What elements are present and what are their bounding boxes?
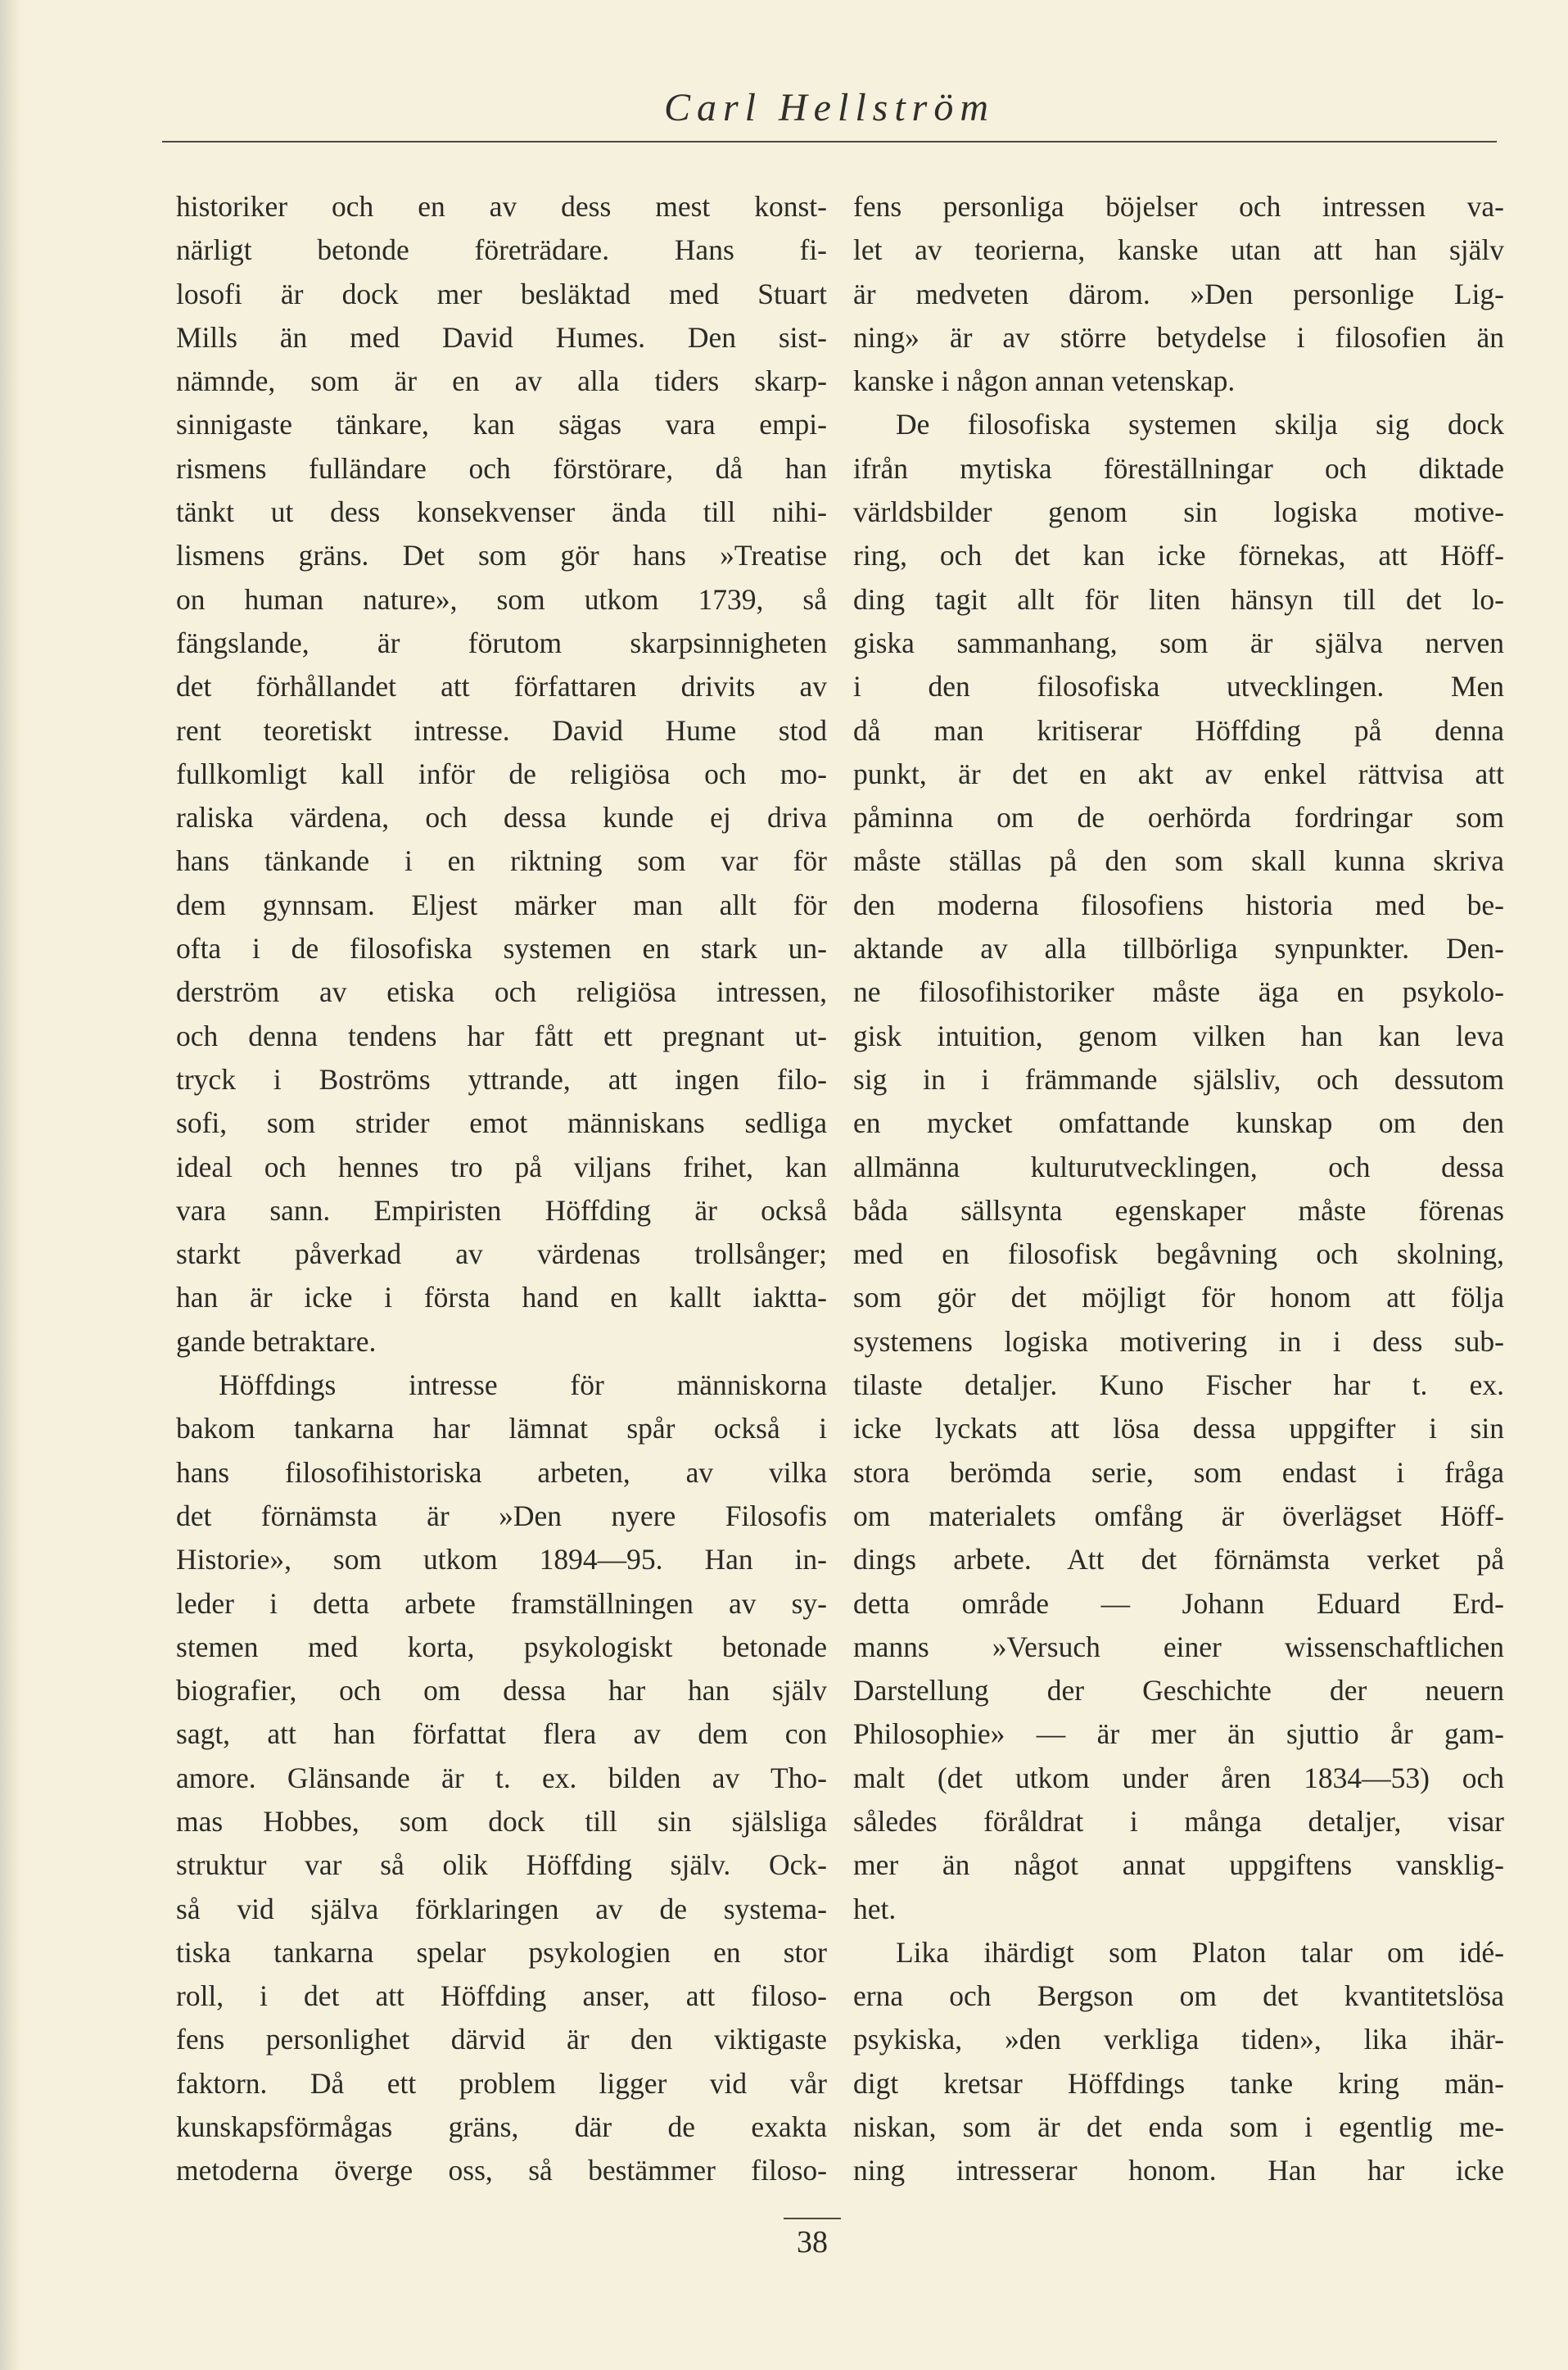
text-line: struktur var så olik Höffding själv. Ock- — [176, 1848, 827, 1882]
text-line: tryck i Boströms yttrande, att ingen filo- — [176, 1062, 827, 1096]
text-line: lismens gräns. Det som gör hans »Treatise — [176, 539, 827, 572]
text-line: tiska tankarna spelar psykologien en stor — [176, 1935, 827, 1969]
page-binding-edge — [0, 0, 21, 2370]
text-line: on human nature», som utkom 1739, så — [176, 582, 827, 616]
text-line: roll, i det att Höffding anser, att filoso- — [176, 1979, 827, 2013]
text-line: gisk intuition, genom vilken han kan leva — [853, 1019, 1504, 1052]
text-line: då man kritiserar Höffding på denna — [853, 713, 1504, 747]
text-line: och denna tendens har fått ett pregnant ut- — [176, 1019, 827, 1052]
text-line: han är icke i första hand en kallt iaktta- — [176, 1281, 827, 1314]
text-line: Höffdings intresse för människorna — [219, 1368, 827, 1402]
text-line: sofi, som strider emot människans sedliga — [176, 1106, 827, 1140]
text-line: derström av etiska och religiösa intressen, — [176, 975, 827, 1009]
text-line: ifrån mytiska föreställningar och diktade — [853, 451, 1504, 485]
text-line: kanske i någon annan vetenskap. — [853, 364, 1236, 398]
text-line: således föråldrat i många detaljer, visar — [853, 1804, 1504, 1838]
text-line: båda sällsynta egenskaper måste förenas — [853, 1193, 1504, 1227]
text-line: rent teoretiskt intresse. David Hume stod — [176, 713, 827, 747]
text-line: om materialets omfång är överlägset Höff- — [853, 1499, 1504, 1532]
text-line: Darstellung der Geschichte der neuern — [853, 1674, 1504, 1707]
text-line: påminna om de oerhörda fordringar som — [853, 801, 1504, 834]
text-line: närligt betonde företrädare. Hans fi- — [176, 233, 827, 267]
text-line: ideal och hennes tro på viljans frihet, kan — [176, 1150, 827, 1183]
text-line: Lika ihärdigt som Platon talar om idé- — [896, 1935, 1504, 1969]
text-line: ofta i de filosofiska systemen en stark un- — [176, 932, 827, 966]
text-line: tänkt ut dess konsekvenser ända till nihi- — [176, 495, 827, 529]
text-line: let av teorierna, kanske utan att han själv — [853, 233, 1504, 267]
text-line: sagt, att han författat flera av dem con — [176, 1717, 827, 1751]
text-line: en mycket omfattande kunskap om den — [853, 1106, 1504, 1140]
text-line: mas Hobbes, som dock till sin själsliga — [176, 1804, 827, 1838]
text-line: psykiska, »den verkliga tiden», lika ihär- — [853, 2023, 1504, 2056]
text-line: är medveten därom. »Den personlige Lig- — [853, 277, 1504, 310]
text-line: starkt påverkad av värdenas trollsånger; — [176, 1237, 827, 1271]
text-line: metoderna överge oss, så bestämmer filoso- — [176, 2154, 827, 2187]
text-line: sinnigaste tänkare, kan sägas vara empi- — [176, 408, 827, 441]
text-line: det förhållandet att författaren drivits av — [176, 670, 827, 703]
text-line: historiker och en av dess mest konst- — [176, 190, 827, 223]
text-line: hans tänkande i en riktning som var för — [176, 844, 827, 878]
text-line: rismens fulländare och förstörare, då han — [176, 451, 827, 485]
text-line: faktorn. Då ett problem ligger vid vår — [176, 2066, 827, 2100]
text-line: fullkomligt kall inför de religiösa och mo- — [176, 757, 827, 790]
running-title: Carl Hellström — [663, 86, 996, 129]
text-line: malt (det utkom under åren 1834—53) och — [853, 1761, 1504, 1794]
text-line: ne filosofihistoriker måste äga en psykolo- — [853, 975, 1504, 1009]
page-number: 38 — [797, 2225, 828, 2259]
text-line: allmänna kulturutvecklingen, och dessa — [853, 1150, 1504, 1183]
running-head — [162, 80, 1497, 142]
page-folio — [763, 2218, 861, 2260]
text-line: i den filosofiska utvecklingen. Men — [853, 670, 1504, 703]
text-line: giska sammanhang, som är själva nerven — [853, 626, 1504, 659]
text-line: fens personlighet därvid är den viktigaste — [176, 2023, 827, 2056]
text-line: niskan, som är det enda som i egentlig me- — [853, 2110, 1504, 2144]
text-line: icke lyckats att lösa dessa uppgifter i sin — [853, 1412, 1504, 1445]
text-line: ring, och det kan icke förnekas, att Höff- — [853, 539, 1504, 572]
text-line: den moderna filosofiens historia med be- — [853, 888, 1504, 921]
text-line: mer än något annat uppgiftens vansklig- — [853, 1848, 1504, 1882]
text-line: stora berömda serie, som endast i fråga — [853, 1455, 1504, 1489]
text-line: fens personliga böjelser och intressen va- — [853, 190, 1504, 223]
text-line: hans filosofihistoriska arbeten, av vilka — [176, 1455, 827, 1489]
text-line: så vid själva förklaringen av de systema- — [176, 1892, 827, 1925]
text-line: världsbilder genom sin logiska motive- — [853, 495, 1504, 529]
text-line: bakom tankarna har lämnat spår också i — [176, 1412, 827, 1445]
text-line: nämnde, som är en av alla tiders skarp- — [176, 364, 827, 398]
text-line: kunskapsförmågas gräns, där de exakta — [176, 2110, 827, 2144]
text-line: amore. Glänsande är t. ex. bilden av Tho- — [176, 1761, 827, 1794]
text-line: måste ställas på den som skall kunna skriva — [853, 844, 1504, 878]
text-line: systemens logiska motivering in i dess sub- — [853, 1324, 1504, 1358]
left-text-column — [176, 185, 827, 2193]
text-line: det förnämsta är »Den nyere Filosofis — [176, 1499, 827, 1532]
text-line: dings arbete. Att det förnämsta verket på — [853, 1543, 1504, 1576]
text-line: sig in i främmande själsliv, och dessutom — [853, 1062, 1504, 1096]
text-line: ning intresserar honom. Han har icke — [853, 2154, 1504, 2187]
text-line: manns »Versuch einer wissenschaftlichen — [853, 1630, 1504, 1663]
text-line: het. — [853, 1892, 897, 1925]
text-line: losofi är dock mer besläktad med Stuart — [176, 277, 827, 310]
text-line: raliska värdena, och dessa kunde ej driva — [176, 801, 827, 834]
text-line: punkt, är det en akt av enkel rättvisa att — [853, 757, 1504, 790]
text-line: vara sann. Empiristen Höffding är också — [176, 1193, 827, 1227]
text-line: Philosophie» — är mer än sjuttio år gam- — [853, 1717, 1504, 1751]
text-line: De filosofiska systemen skilja sig dock — [896, 408, 1504, 441]
text-line: ding tagit allt för liten hänsyn till det lo- — [853, 582, 1504, 616]
text-line: digt kretsar Höffdings tanke kring män- — [853, 2066, 1504, 2100]
text-line: biografier, och om dessa har han själv — [176, 1674, 827, 1707]
text-line: stemen med korta, psykologiskt betonade — [176, 1630, 827, 1663]
text-line: erna och Bergson om det kvantitetslösa — [853, 1979, 1504, 2013]
text-line: som gör det möjligt för honom att följa — [853, 1281, 1504, 1314]
header-rule — [162, 141, 1497, 142]
folio-rule — [784, 2218, 841, 2219]
text-line: detta område — Johann Eduard Erd- — [853, 1586, 1504, 1620]
text-line: Mills än med David Humes. Den sist- — [176, 320, 827, 354]
text-line: gande betraktare. — [176, 1324, 377, 1358]
text-line: med en filosofisk begåvning och skolning, — [853, 1237, 1504, 1271]
text-line: aktande av alla tillbörliga synpunkter. Den- — [853, 932, 1504, 966]
right-text-column — [853, 185, 1504, 2193]
text-line: fängslande, är förutom skarpsinnigheten — [176, 626, 827, 659]
text-line: leder i detta arbete framställningen av sy- — [176, 1586, 827, 1620]
text-line: ning» är av större betydelse i filosofien än — [853, 320, 1504, 354]
text-line: tilaste detaljer. Kuno Fischer har t. ex. — [853, 1368, 1504, 1402]
text-line: Historie», som utkom 1894—95. Han in- — [176, 1543, 827, 1576]
text-line: dem gynnsam. Eljest märker man allt för — [176, 888, 827, 921]
